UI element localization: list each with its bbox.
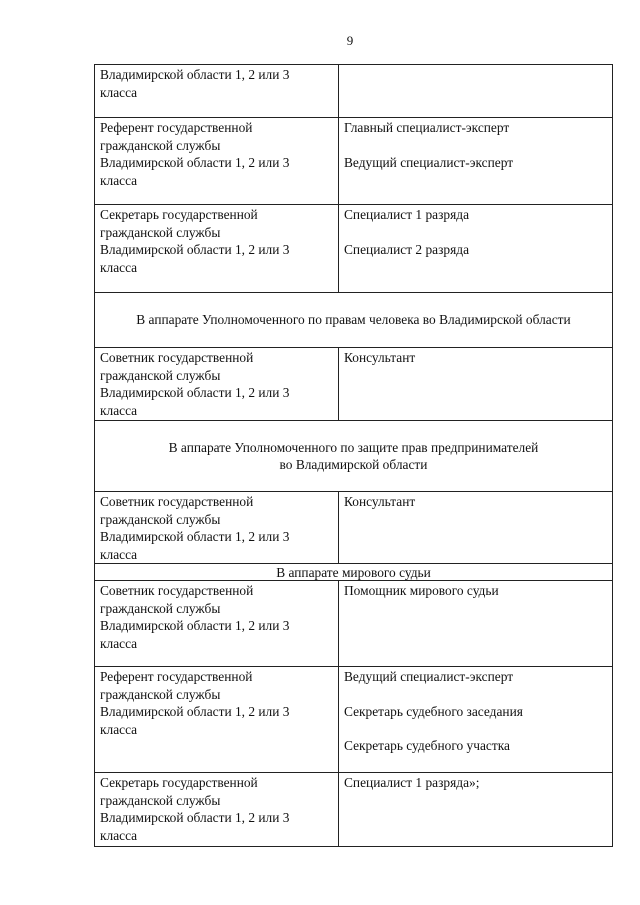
section-header-row <box>95 421 613 492</box>
positions-cell <box>339 773 613 847</box>
group-title: Секретарь государственной гражданской службы Владимирской области 1, 2 или 3 класса <box>100 207 290 275</box>
section-title: В аппарате Уполномоченного по защите прав предпринимателей во Владимирской области <box>168 439 539 472</box>
positions-cell <box>339 65 613 118</box>
position-name: Специалист 1 разряда <box>344 207 470 222</box>
section-header <box>95 421 613 492</box>
section-header-row <box>95 564 613 581</box>
positions-table <box>94 64 613 847</box>
table-row <box>95 65 613 118</box>
positions-cell <box>339 492 613 564</box>
positions-cell <box>339 348 613 421</box>
group-title: Референт государственной гражданской службы Владимирской области 1, 2 или 3 класса <box>100 669 290 737</box>
position-name: Помощник мирового судьи <box>344 583 499 598</box>
position-name: Специалист 2 разряда <box>344 241 470 257</box>
group-cell <box>95 348 339 421</box>
positions-cell <box>339 205 613 293</box>
section-header <box>95 564 613 581</box>
position-name: Главный специалист-эксперт <box>344 120 510 135</box>
table-row <box>95 118 613 205</box>
group-cell <box>95 205 339 293</box>
table-row <box>95 581 613 667</box>
position-name: Ведущий специалист-эксперт <box>344 669 514 684</box>
table-row <box>95 667 613 773</box>
group-title: Советник государственной гражданской службы Владимирской области 1, 2 или 3 класса <box>100 494 290 562</box>
group-title: Советник государственной гражданской службы Владимирской области 1, 2 или 3 класса <box>100 583 290 651</box>
positions-cell <box>339 667 613 773</box>
position-name: Консультант <box>344 494 416 509</box>
group-cell <box>95 492 339 564</box>
group-title: Советник государственной гражданской службы Владимирской области 1, 2 или 3 класса <box>100 350 290 418</box>
table-row <box>95 205 613 293</box>
group-cell <box>95 773 339 847</box>
position-name: Консультант <box>344 350 416 365</box>
section-header <box>95 293 613 348</box>
group-title: Владимирской области 1, 2 или 3 класса <box>100 67 290 100</box>
section-title: В аппарате мирового судьи <box>276 564 431 580</box>
position-name: Секретарь судебного участка <box>344 738 510 753</box>
group-title: Секретарь государственной гражданской службы Владимирской области 1, 2 или 3 класса <box>100 775 290 843</box>
position-name: Ведущий специалист-эксперт <box>344 154 514 170</box>
position-name: Секретарь судебного заседания <box>344 703 523 719</box>
position-name: Специалист 1 разряда»; <box>344 775 480 790</box>
table-row <box>95 348 613 421</box>
group-cell <box>95 581 339 667</box>
group-title: Референт государственной гражданской службы Владимирской области 1, 2 или 3 класса <box>100 120 290 188</box>
section-title: В аппарате Уполномоченного по правам человека во Владимирской области <box>136 312 571 328</box>
page-number: 9 <box>346 33 354 48</box>
section-header-row <box>95 293 613 348</box>
table-row <box>95 492 613 564</box>
positions-cell <box>339 118 613 205</box>
group-cell <box>95 65 339 118</box>
group-cell <box>95 118 339 205</box>
positions-cell <box>339 581 613 667</box>
group-cell <box>95 667 339 773</box>
table-row <box>95 773 613 847</box>
